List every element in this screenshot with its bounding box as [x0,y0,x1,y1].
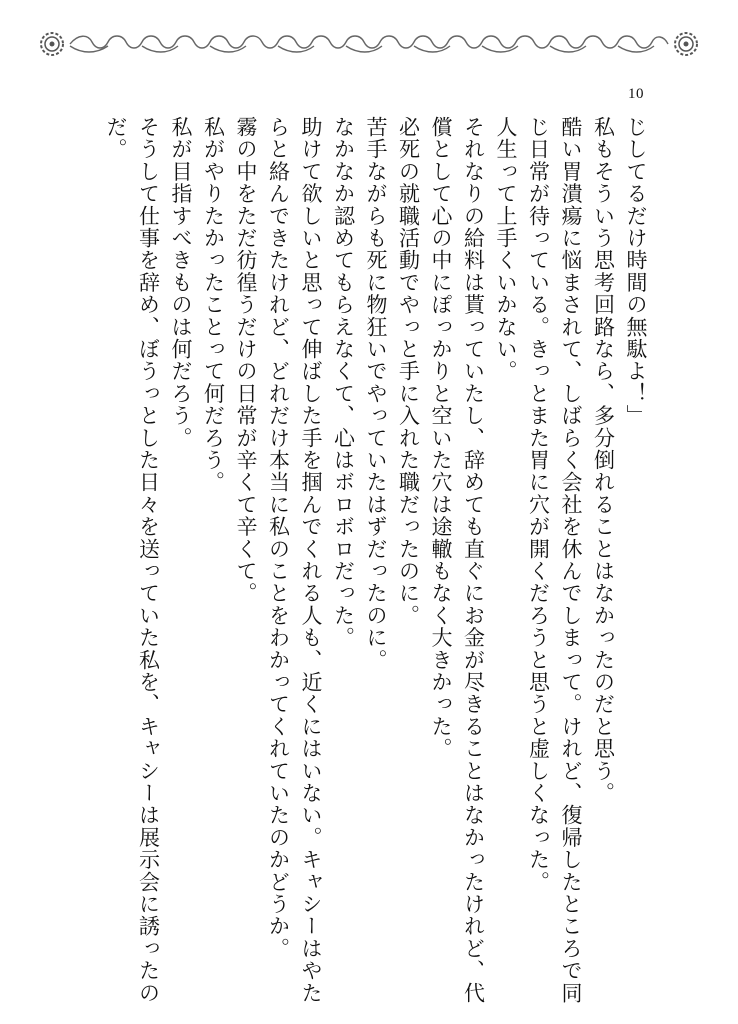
novel-body-text [100,116,653,1016]
decorative-border-ornament [38,24,700,64]
text-line: そうして仕事を辞め、ぼうっとした日々を送っていた私を、キャシーは展示会に誘ったの [136,116,161,1004]
page-number: 10 [628,86,644,102]
text-line: それなりの給料は貰っていたし、辞めても直ぐにお金が尽きることはなかったけれど、代 [461,116,486,1004]
text-line: 霧の中をただ彷徨うだけの日常が辛くて辛くて。 [234,116,258,605]
text-line: 助けて欲しいと思って伸ばした手を掴んでくれる人も、近くにはいない。キャシーはやた [299,116,323,1004]
text-line: 苦手ながらも死に物狂いでやっていたはずだったのに。 [364,116,388,671]
text-line: 私もそういう思考回路なら、多分倒れることはなかったのだと思う。 [591,116,616,805]
text-line: 必死の就職活動でやっと手に入れた職だったのに。 [396,116,421,627]
gear-icon [41,33,63,55]
text-line: じ日常が待っている。きっとまた胃に穴が開くだろうと思うと虚しくなった。 [526,116,551,893]
scroll-vine-pattern [70,36,668,52]
text-line: 私がやりたかったことって何だろう。 [201,116,226,494]
text-line: 人生って上手くいかない。 [494,116,518,383]
text-line: 償として心の中にぽっかりと空いた穴は途轍もなく大きかった。 [429,116,453,760]
gear-icon [675,33,697,55]
text-line: だ。 [104,116,128,161]
text-line: 酷い胃潰瘍に悩まされて、しばらく会社を休んでしまって。けれど、復帰したところで同 [559,116,583,1004]
text-line: じしてるだけ時間の無駄よ！」 [624,116,648,427]
text-line: 私が目指すべきものは何だろう。 [169,116,193,449]
text-line: らと絡んできたけれど、どれだけ本当に私のことをわかってくれていたのかどうか。 [266,116,291,960]
text-line: なかなか認めてもらえなくて、心はボロボロだった。 [331,116,356,649]
